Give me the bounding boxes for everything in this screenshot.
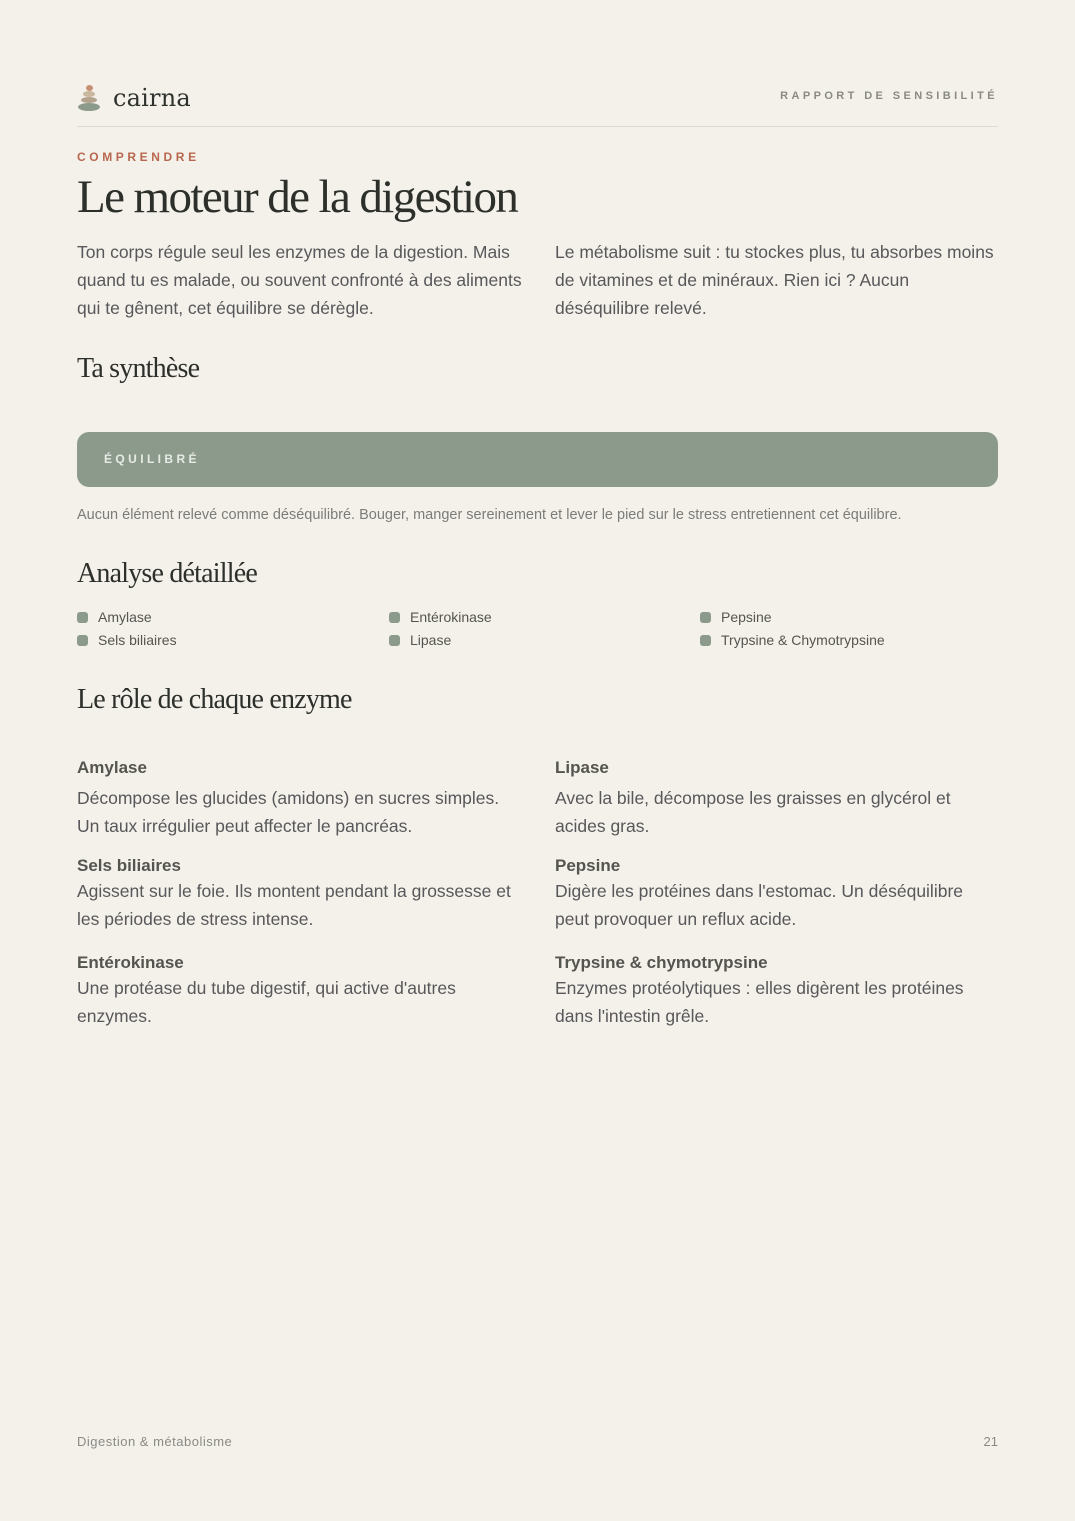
intro-paragraph-right: Le métabolisme suit : tu stockes plus, tu absorbes moins de vitamines et de minéraux. Rien ici ? Aucun déséquilibre relevé. [555,242,994,318]
legend-label: Amylase [98,609,152,625]
brand [77,84,191,112]
legend-label: Pepsine [721,609,772,625]
enzyme-description: Décompose les glucides (amidons) en sucres simples. Un taux irrégulier peut affecter le pancréas. [77,788,500,836]
enzyme-name: Entérokinase [77,953,184,972]
enzyme-card [555,757,1000,840]
legend-label: Trypsine & Chymotrypsine [721,632,885,648]
legend-item [389,609,492,625]
status-label: ÉQUILIBRÉ [104,452,200,466]
status-bar [77,432,998,487]
legend-label: Lipase [410,632,452,648]
enzyme-name: Trypsine & chymotrypsine [555,953,768,972]
legend-item [389,632,451,648]
rounded-square-dot-icon [389,635,400,646]
legend-item [700,632,885,648]
page-header [77,84,998,114]
legend-item [700,609,772,625]
footer-section: Digestion & métabolisme [77,1434,233,1449]
enzyme-description: Digère les protéines dans l'estomac. Un déséquilibre peut provoquer un reflux acide. [555,881,964,929]
page-number: 21 [983,1434,998,1449]
legend-label: Entérokinase [410,609,492,625]
enzyme-card [77,952,522,1030]
status-note: Aucun élément relevé comme déséquilibré. Bouger, manger sereinement et lever le pied sur le stress entretiennent cet équilibre. [77,507,902,523]
enzyme-description: Agissent sur le foie. Ils montent pendant la grossesse et les périodes de stress intense. [77,881,511,929]
report-page [77,0,998,1521]
rounded-square-dot-icon [389,612,400,623]
stacked-stones-icon [77,84,101,112]
enzyme-card [77,757,522,840]
enzyme-description: Avec la bile, décompose les graisses en glycérol et acides gras. [555,788,951,836]
enzyme-card [77,855,522,933]
report-label: RAPPORT DE SENSIBILITÉ [780,90,998,102]
rounded-square-dot-icon [700,635,711,646]
roles-heading: Le rôle de chaque enzyme [77,684,352,715]
brand-name: cairna [113,84,191,112]
enzyme-description: Enzymes protéolytiques : elles digèrent les protéines dans l'intestin grêle. [555,978,964,1026]
enzyme-description: Une protéase du tube digestif, qui active d'autres enzymes. [77,978,456,1026]
rounded-square-dot-icon [77,635,88,646]
enzyme-card [555,952,1000,1030]
enzyme-card [555,855,1000,933]
enzyme-name: Pepsine [555,856,621,875]
synthesis-heading: Ta synthèse [77,353,200,384]
enzyme-name: Lipase [555,758,609,777]
header-divider [77,126,998,127]
analysis-heading: Analyse détaillée [77,558,257,589]
intro-paragraph-left: Ton corps régule seul les enzymes de la digestion. Mais quand tu es malade, ou souvent confronté à des aliments qui te gênent, cet équilibre se dérègle. [77,242,522,318]
rounded-square-dot-icon [700,612,711,623]
section-eyebrow: COMPRENDRE [77,150,200,164]
legend-item [77,609,152,625]
rounded-square-dot-icon [77,612,88,623]
legend-item [77,632,177,648]
page-title: Le moteur de la digestion [77,171,518,223]
enzyme-name: Sels biliaires [77,856,181,875]
legend-label: Sels biliaires [98,632,177,648]
enzyme-name: Amylase [77,758,147,777]
